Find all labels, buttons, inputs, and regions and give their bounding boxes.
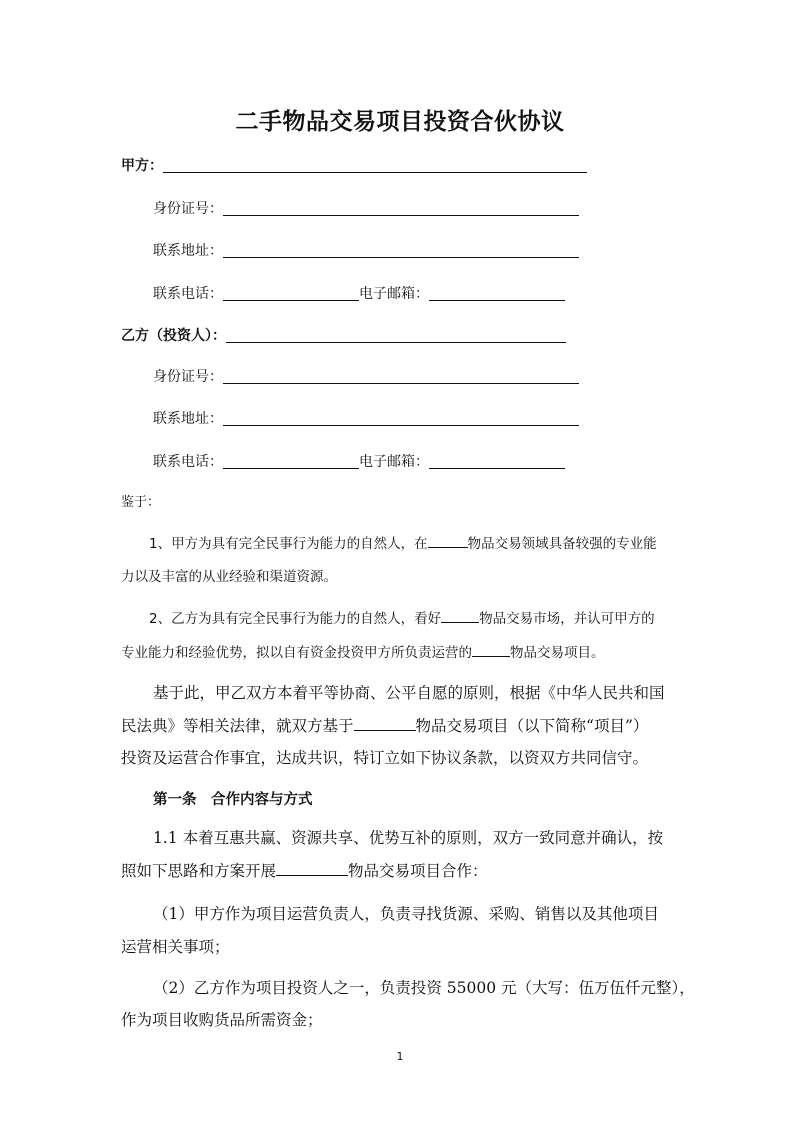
party-b-id-blank[interactable] (223, 369, 579, 384)
article-1-p2-text-line-1: （1）甲方作为项目运营负责人，负责寻找货源、采购、销售以及其他项目 (153, 905, 659, 923)
party-a-contact-row (153, 283, 565, 303)
clause-1-text-pre: 1、甲方为具有完全民事行为能力的自然人，在 (149, 536, 428, 552)
clause-2-blank-2[interactable] (472, 644, 510, 657)
party-a-phone-blank[interactable] (223, 286, 359, 301)
article-1-p3-line-2 (121, 1000, 323, 1040)
article-1-p1-text-line-2-pre: 照如下思路和方案开展 (121, 862, 277, 880)
party-b-id-label: 身份证号： (153, 369, 223, 385)
page-title: 二手物品交易项目投资合伙协议 (235, 109, 565, 135)
article-1-p3-text-line-1: （2）乙方作为项目投资人之一，负责投资 55000 元（大写：伍万伍仟元整）， (153, 979, 695, 997)
clause-2-text-post: 物品交易市场，并认可甲方的 (479, 611, 655, 627)
party-b-address-blank[interactable] (223, 411, 579, 426)
article-1-p2-line-2 (121, 927, 230, 967)
party-b-id-row (153, 366, 579, 386)
clause-1-line-2 (121, 557, 337, 597)
party-b-label: 乙方（投资人）： (121, 328, 226, 344)
party-a-id-blank[interactable] (223, 201, 579, 216)
basis-text-line-3: 投资及运营合作事宜，达成共识，特订立如下协议条款，以资双方共同信守。 (121, 749, 649, 767)
party-a-email-blank[interactable] (429, 286, 565, 301)
party-a-address-blank[interactable] (223, 243, 579, 258)
article-1-project-blank[interactable] (276, 863, 348, 876)
clause-2-text-pre: 2、乙方为具有完全民事行为能力的自然人，看好 (149, 611, 442, 627)
party-b-email-label: 电子邮箱： (359, 454, 429, 470)
party-a-row (121, 155, 587, 175)
clause-2-blank-1[interactable] (441, 610, 479, 623)
clause-1-text-post: 物品交易领域具备较强的专业能 (467, 536, 657, 552)
party-a-email-label: 电子邮箱： (359, 286, 429, 302)
party-b-phone-label: 联系电话： (153, 454, 223, 470)
party-a-phone-label: 联系电话： (153, 286, 223, 302)
party-a-id-label: 身份证号： (153, 201, 223, 217)
clause-2-text-line-2-pre: 专业能力和经验优势，拟以自有资金投资甲方所负责运营的 (121, 645, 472, 661)
whereas-label: 鉴于： (121, 495, 161, 510)
basis-line-3 (121, 738, 648, 778)
party-a-id-row (153, 198, 579, 218)
whereas-row (121, 490, 160, 510)
article-1-p2-text-line-2: 运营相关事项； (121, 938, 230, 956)
party-b-name-blank[interactable] (226, 328, 566, 343)
party-b-row (121, 325, 566, 345)
article-1-p1-text-line-2-post: 物品交易项目合作： (348, 862, 488, 880)
party-b-phone-blank[interactable] (223, 454, 359, 469)
party-a-address-row (153, 240, 579, 260)
article-1-p1-line-2 (121, 851, 488, 891)
clause-2-line-2 (121, 633, 605, 673)
basis-text-line-2-pre: 民法典》等相关法律，就双方基于 (121, 717, 354, 735)
party-a-name-blank[interactable] (163, 158, 587, 173)
basis-project-blank[interactable] (354, 718, 416, 731)
clause-1-text-line-2: 力以及丰富的从业经验和渠道资源。 (121, 569, 337, 585)
basis-text-line-1: 基于此，甲乙双方本着平等协商、公平自愿的原则，根据《中华人民共和国 (153, 684, 665, 702)
party-b-contact-row (153, 451, 565, 471)
party-a-label: 甲方： (121, 158, 163, 174)
clause-2-text-line-2-post: 物品交易项目。 (510, 645, 605, 661)
page-number: 1 (396, 1050, 404, 1063)
party-a-address-label: 联系地址： (153, 243, 223, 259)
basis-text-line-2-post: 物品交易项目（以下简称“项目”） (415, 717, 649, 735)
party-b-email-blank[interactable] (429, 454, 565, 469)
article-1-p3-text-line-2: 作为项目收购货品所需资金； (121, 1011, 323, 1029)
article-1-heading: 第一条 合作内容与方式 (153, 792, 313, 808)
party-b-address-label: 联系地址： (153, 411, 223, 427)
party-b-address-row (153, 408, 579, 428)
article-1-p1-text-line-1: 1.1 本着互惠共赢、资源共享、优势互补的原则，双方一致同意并确认，按 (153, 829, 664, 847)
clause-1-blank[interactable] (428, 535, 468, 548)
